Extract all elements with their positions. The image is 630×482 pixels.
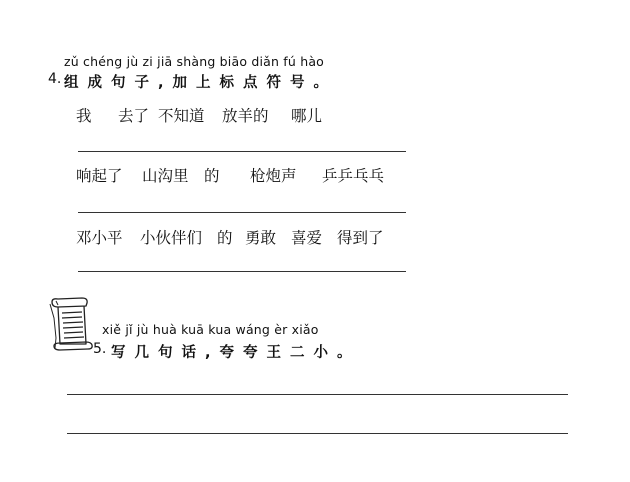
word: 勇敢 bbox=[245, 229, 277, 247]
word: 山沟里 bbox=[142, 167, 189, 185]
word: 哪儿 bbox=[291, 107, 323, 125]
word: 喜爱 bbox=[291, 229, 323, 247]
word: 不知道 bbox=[158, 107, 205, 125]
word: 得到了 bbox=[337, 229, 384, 247]
word: 的 bbox=[217, 229, 233, 247]
word: 小伙伴们 bbox=[140, 229, 203, 247]
word: 邓小平 bbox=[76, 229, 123, 247]
word: 乒乒乓乓 bbox=[322, 167, 385, 185]
word: 去了 bbox=[118, 107, 150, 125]
q5-title: 写几句话,夸夸王二小。 bbox=[111, 345, 361, 361]
q4-number: 4. bbox=[48, 71, 62, 87]
word: 放羊的 bbox=[222, 107, 269, 125]
answer-line-1[interactable] bbox=[78, 151, 406, 152]
answer-line-2[interactable] bbox=[78, 212, 406, 213]
writing-line-1[interactable] bbox=[67, 394, 568, 395]
word: 的 bbox=[204, 167, 220, 185]
answer-line-3[interactable] bbox=[78, 271, 406, 272]
q5-pinyin: xiě jǐ jù huà kuā kua wáng èr xiǎo bbox=[102, 322, 319, 337]
word: 枪炮声 bbox=[250, 167, 297, 185]
q4-title: 组成句子,加上标点符号。 bbox=[64, 75, 338, 91]
word: 我 bbox=[76, 107, 92, 125]
q4-pinyin: zǔ chéng jù zi jiā shàng biāo diǎn fú hào bbox=[64, 54, 325, 69]
scroll-icon bbox=[46, 294, 94, 354]
word: 响起了 bbox=[76, 167, 123, 185]
q5-number: 5. bbox=[93, 341, 107, 357]
writing-line-2[interactable] bbox=[67, 433, 568, 434]
